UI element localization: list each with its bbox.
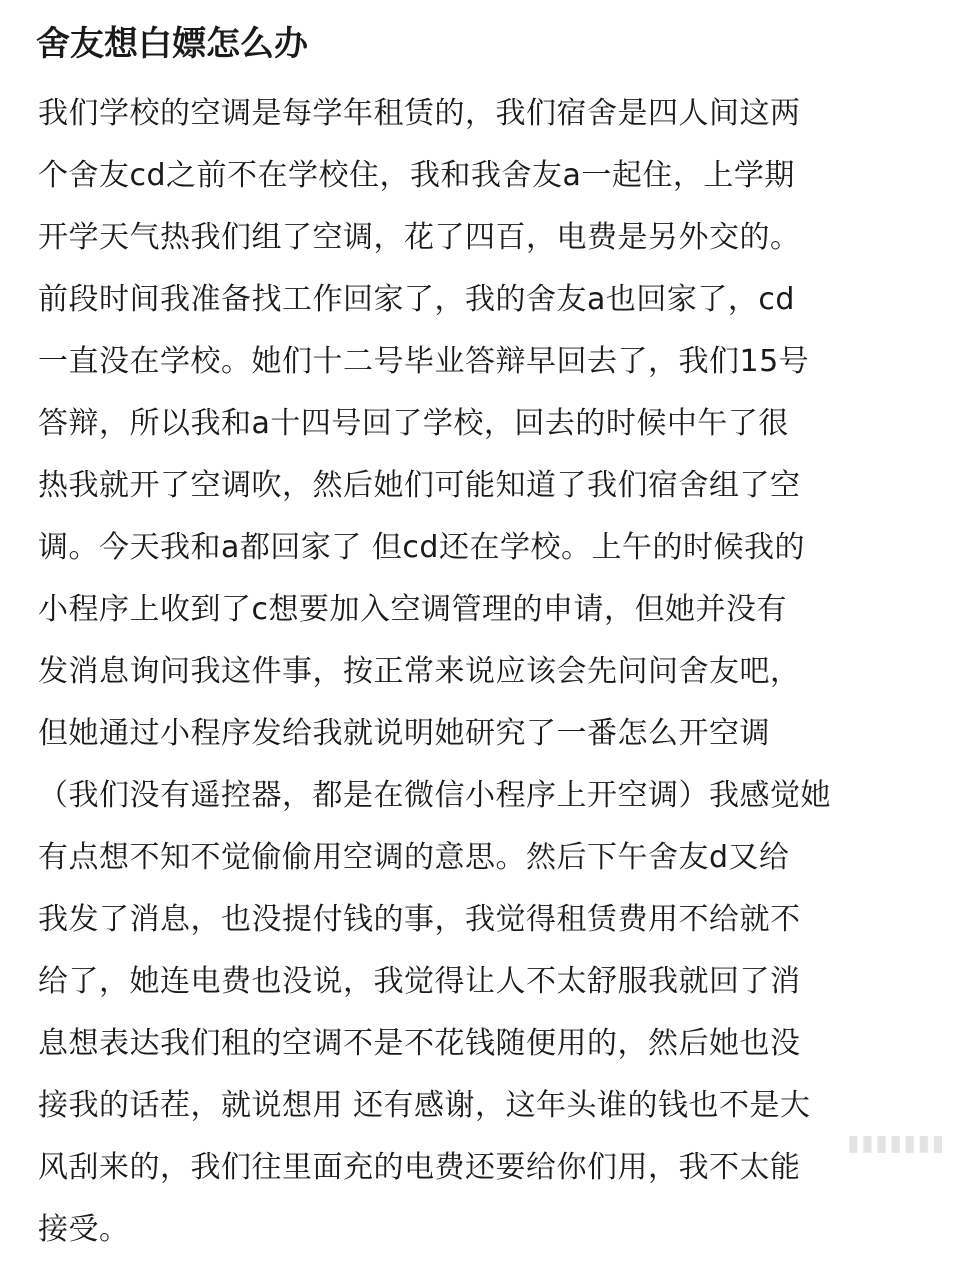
post-title: 舍友想白嫖怎么办 bbox=[36, 24, 308, 64]
post-body-line: 前段时间我准备找工作回家了，我的舍友a也回家了，cd bbox=[38, 282, 795, 317]
post-body-line: 小程序上收到了c想要加入空调管理的申请，但她并没有 bbox=[38, 592, 787, 627]
post-body-line: 我们学校的空调是每学年租赁的，我们宿舍是四人间这两 bbox=[38, 96, 801, 131]
post-body-line: 热我就开了空调吹，然后她们可能知道了我们宿舍组了空 bbox=[38, 468, 801, 503]
post-body-line: 但她通过小程序发给我就说明她研究了一番怎么开空调 bbox=[38, 716, 770, 751]
post-body-line: 接我的话茬，就说想用 还有感谢，这年头谁的钱也不是大 bbox=[38, 1088, 811, 1123]
post-body-line: 答辩，所以我和a十四号回了学校，回去的时候中午了很 bbox=[38, 406, 789, 441]
post-body-line: 给了，她连电费也没说，我觉得让人不太舒服我就回了消 bbox=[38, 964, 801, 999]
post-body-line: 接受。 bbox=[38, 1212, 130, 1247]
post-body-line: 风刮来的，我们往里面充的电费还要给你们用，我不太能 bbox=[38, 1150, 801, 1185]
post-body-line: 调。今天我和a都回家了 但cd还在学校。上午的时候我的 bbox=[38, 530, 805, 565]
post-body-line: 有点想不知不觉偷偷用空调的意思。然后下午舍友d又给 bbox=[38, 840, 790, 875]
post-body-line: 发消息询问我这件事，按正常来说应该会先问问舍友吧， bbox=[38, 654, 801, 689]
post-body-line: （我们没有遥控器，都是在微信小程序上开空调）我感觉她 bbox=[38, 778, 831, 813]
post-body-line: 个舍友cd之前不在学校住，我和我舍友a一起住，上学期 bbox=[38, 158, 795, 193]
post-body-line: 一直没在学校。她们十二号毕业答辩早回去了，我们15号 bbox=[38, 344, 810, 379]
post-body bbox=[38, 92, 938, 1270]
post-body-line: 开学天气热我们组了空调，花了四百，电费是另外交的。 bbox=[38, 220, 801, 255]
post-body-line: 息想表达我们租的空调不是不花钱随便用的，然后她也没 bbox=[38, 1026, 801, 1061]
watermark-mark: ▮▮▮▮▮▮▮ bbox=[847, 1131, 946, 1156]
post-body-line: 我发了消息，也没提付钱的事，我觉得租赁费用不给就不 bbox=[38, 902, 801, 937]
